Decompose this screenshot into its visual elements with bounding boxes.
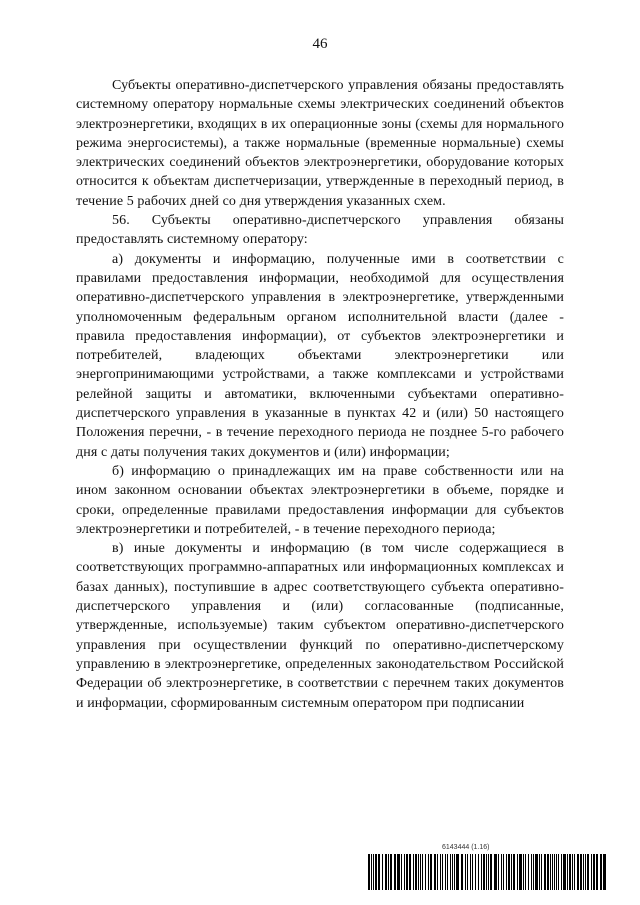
barcode-stamp	[368, 844, 606, 890]
barcode-caption: 6143444 (1.16)	[442, 844, 490, 851]
paragraph-subitem-v: в) иные документы и информацию (в том числе содержащиеся в соответствующих программно-аппаратных или информационных комплексах и базах данных), поступившие в адрес соответствующего субъекта оперативно-диспетчерского управления и (или) согласованные (подписанные, утвержденные, используемые) таким субъектом оперативно-диспетчерского управления при осуществлении функций по оперативно-диспетчерскому управлению в электроэнергетике, определенных законодательством Российской Федерации об электроэнергетике, в соответствии с перечнем таких документов и информации, сформированным системным оператором при подписании	[76, 541, 564, 711]
paragraph-subitem-b: б) информацию о принадлежащих им на праве собственности или на ином законном основании объектах электроэнергетики в объеме, порядке и сроки, определенные правилами предоставления информации для субъектов электроэнергетики и потребителей, - в течение переходного периода;	[76, 463, 564, 537]
page-number: 46	[312, 36, 328, 52]
paragraph-item-56: 56. Субъекты оперативно-диспетчерского управления обязаны предоставлять системному оператору:	[76, 213, 564, 248]
paragraph-schemes: Субъекты оперативно-диспетчерского управления обязаны предоставлять системному оператору нормальные схемы электрических соединений объектов электроэнергетики, входящих в их операционные зоны (схемы для нормального режима энергосистемы), а также нормальные (временные нормальные) схемы электрических соединений объектов электроэнергетики, оборудование которых относится к объектам диспетчеризации, утвержденные в переходный период, в течение 5 рабочих дней со дня утверждения указанных схем.	[76, 78, 564, 209]
barcode-image	[368, 854, 606, 890]
document-body	[76, 76, 564, 713]
paragraph-subitem-a: а) документы и информацию, полученные ими в соответствии с правилами предоставления информации, необходимой для осуществления оперативно-диспетчерского управления в электроэнергетике, утвержденными уполномоченным федеральным органом исполнительной власти (далее - правила предоставления информации), от субъектов электроэнергетики и потребителей, владеющих объектами электроэнергетики или энергопринимающими устройствами, а также комплексами и устройствами релейной защиты и автоматики, включенными субъектами оперативно-диспетчерского управления в указанные в пунктах 42 и (или) 50 настоящего Положения перечни, - в течение переходного периода не позднее 5-го рабочего дня с даты получения таких документов и (или) информации;	[76, 251, 564, 460]
